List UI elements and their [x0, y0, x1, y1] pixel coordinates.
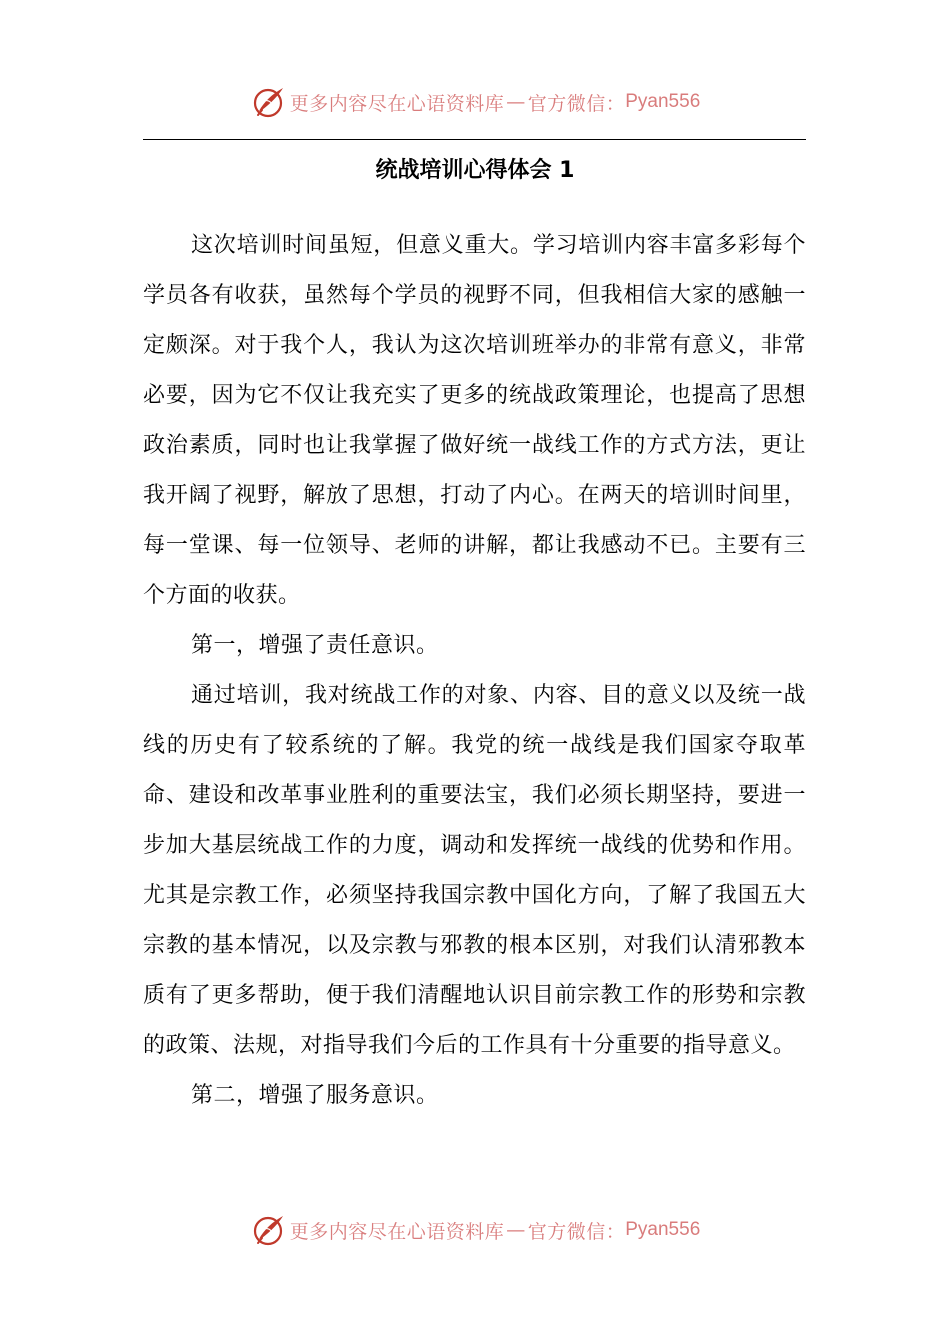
footer-watermark-banner — [0, 1208, 950, 1252]
quill-pen-logo-icon — [250, 84, 286, 120]
banner-library-text: 更多内容尽在心语资料库 — [289, 1220, 505, 1243]
header-watermark-banner — [0, 80, 950, 124]
paragraph-heading-first: 第一，增强了责任意识。 — [191, 633, 439, 658]
banner-wechat-label: 官方微信： — [527, 1220, 626, 1243]
header-divider — [143, 139, 806, 140]
banner-separator: — — [506, 1219, 526, 1241]
banner-wechat-id: Pyan556 — [625, 91, 701, 112]
page-title: 统战培训心得体会 1 — [375, 158, 575, 183]
quill-pen-logo-icon — [250, 1212, 286, 1248]
banner-wechat-label: 官方微信： — [527, 92, 626, 115]
banner-separator: — — [506, 91, 526, 113]
paragraph-heading-second: 第二，增强了服务意识。 — [191, 1083, 439, 1108]
banner-library-text: 更多内容尽在心语资料库 — [289, 92, 505, 115]
paragraph-intro: 这次培训时间虽短，但意义重大。学习培训内容丰富多彩每个学员各有收获，虽然每个学员的视野不同，但我相信大家的感触一定颇深。对于我个人，我认为这次培训班举办的非常有意义，非常必要，因为它不仅让我充实了更多的统战政策理论，也提高了思想政治素质，同时也让我掌握了做好统一战线工作的方式方法，更让我开阔了视野，解放了思想，打动了内心。在两天的培训时间里，每一堂课、每一位领导、老师的讲解，都让我感动不已。主要有三个方面的收获。 — [143, 233, 806, 608]
document-body — [143, 221, 806, 1121]
paragraph-first-detail: 通过培训，我对统战工作的对象、内容、目的意义以及统一战线的历史有了较系统的了解。我党的统一战线是我们国家夺取革命、建设和改革事业胜利的重要法宝，我们必须长期坚持，要进一步加大基层统战工作的力度，调动和发挥统一战线的优势和作用。尤其是宗教工作，必须坚持我国宗教中国化方向，了解了我国五大宗教的基本情况，以及宗教与邪教的根本区别，对我们认清邪教本质有了更多帮助，便于我们清醒地认识目前宗教工作的形势和宗教的政策、法规，对指导我们今后的工作具有十分重要的指导意义。 — [143, 683, 806, 1058]
banner-wechat-id: Pyan556 — [625, 1219, 701, 1240]
